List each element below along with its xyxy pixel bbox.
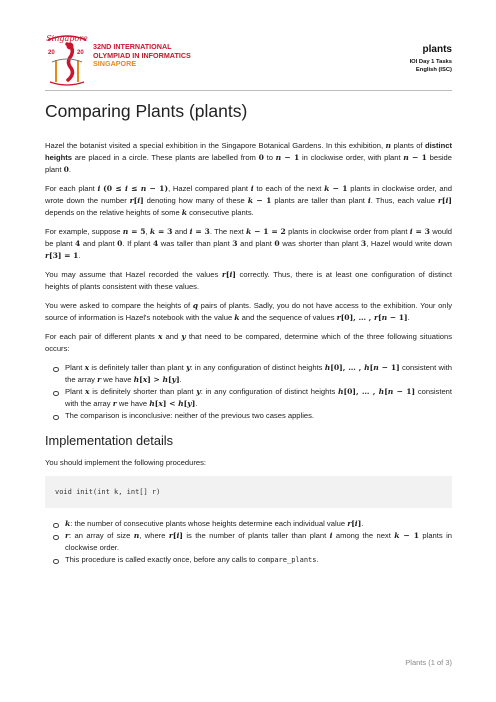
- para-queries: You were asked to compare the heights of q pairs of plants. Sadly, you do not have access to the exhibition. Your only source of information is Hazel's notebook with the value k and the sequence of values r[0], … , r[n − 1].: [45, 301, 453, 322]
- language: English (ISC): [415, 67, 452, 73]
- header-task-info: [410, 44, 452, 74]
- para-assume: You may assume that Hazel recorded the values r[i] correctly. Thus, there is at least one configuration of distinct heights of plants consistent with these values.: [45, 270, 453, 291]
- header-divider: [45, 90, 452, 91]
- svg-text:20: 20: [77, 50, 84, 56]
- page-title: Comparing Plants (plants): [45, 101, 248, 121]
- para-example: For example, suppose n = 5, k = 3 and i = 3. The next k − 1 = 2 plants in clockwise order from plant i = 3 would be plant 4 and plant 0. If plant 4 was taller than plant 3 and plant 0 was shorter than plant 3, Hazel would write down r[3] = 1.: [45, 227, 453, 260]
- list-item: The comparison is inconclusive: neither of the previous two cases applies.: [65, 410, 452, 422]
- ioi-logo-icon: [42, 30, 92, 88]
- list-item: Plant x is definitely taller than plant y: in any configuration of distinct heights h[0], … , h[n − 1] consistent with the array r we have h[x] > h[y].: [65, 363, 452, 384]
- situations-list: [45, 362, 452, 422]
- contest-day: IOI Day 1 Tasks: [409, 59, 452, 65]
- section-heading-implementation: Implementation details: [45, 433, 174, 448]
- para-definition: For each plant i (0 ≤ i ≤ n − 1), Hazel compared plant i to each of the next k − 1 plants in clockwise order, and wrote down the number r[i] denoting how many of these k − 1 plants are taller than plant i. Thus, each value r[i] depends on the relative heights of some k consecutive plants.: [45, 184, 452, 217]
- code-block-init: void init(int k, int[] r): [45, 476, 452, 508]
- organizer-block: [93, 43, 191, 69]
- org-line-1: 32ND INTERNATIONAL: [93, 42, 172, 51]
- list-item: Plant x is definitely shorter than plant y: in any configuration of distinct heights h[0], … , h[n − 1] consistent with the array r we have h[x] < h[y].: [65, 387, 453, 408]
- list-item: This procedure is called exactly once, before any calls to compare_plants.: [65, 554, 452, 566]
- svg-text:Singapore: Singapore: [46, 34, 88, 43]
- org-line-2: OLYMPIAD IN INFORMATICS: [93, 50, 191, 60]
- para-determine: For each pair of different plants x and y that need to be compared, determine which of the three following situations occurs:: [45, 332, 452, 353]
- para-intro: Hazel the botanist visited a special exhibition in the Singapore Botanical Gardens. In this exhibition, n plants of distinct heights are placed in a circle. These plants are labelled from 0 to n − 1 in clockwise order, with plant n − 1 beside plant 0.: [45, 141, 452, 174]
- svg-text:20: 20: [48, 50, 55, 56]
- task-name: plants: [422, 44, 452, 55]
- statement-body: [45, 140, 452, 572]
- params-list: [45, 518, 452, 566]
- page-footer: Plants (1 of 3): [405, 658, 452, 667]
- list-item: k: the number of consecutive plants whose heights determine each individual value r[i].: [65, 518, 452, 530]
- para-impl-intro: You should implement the following procedures:: [45, 458, 206, 467]
- org-line-3: SINGAPORE: [93, 59, 137, 69]
- list-item: r: an array of size n, where r[i] is the number of plants taller than plant i among the next k − 1 plants in clockwise order.: [65, 531, 452, 552]
